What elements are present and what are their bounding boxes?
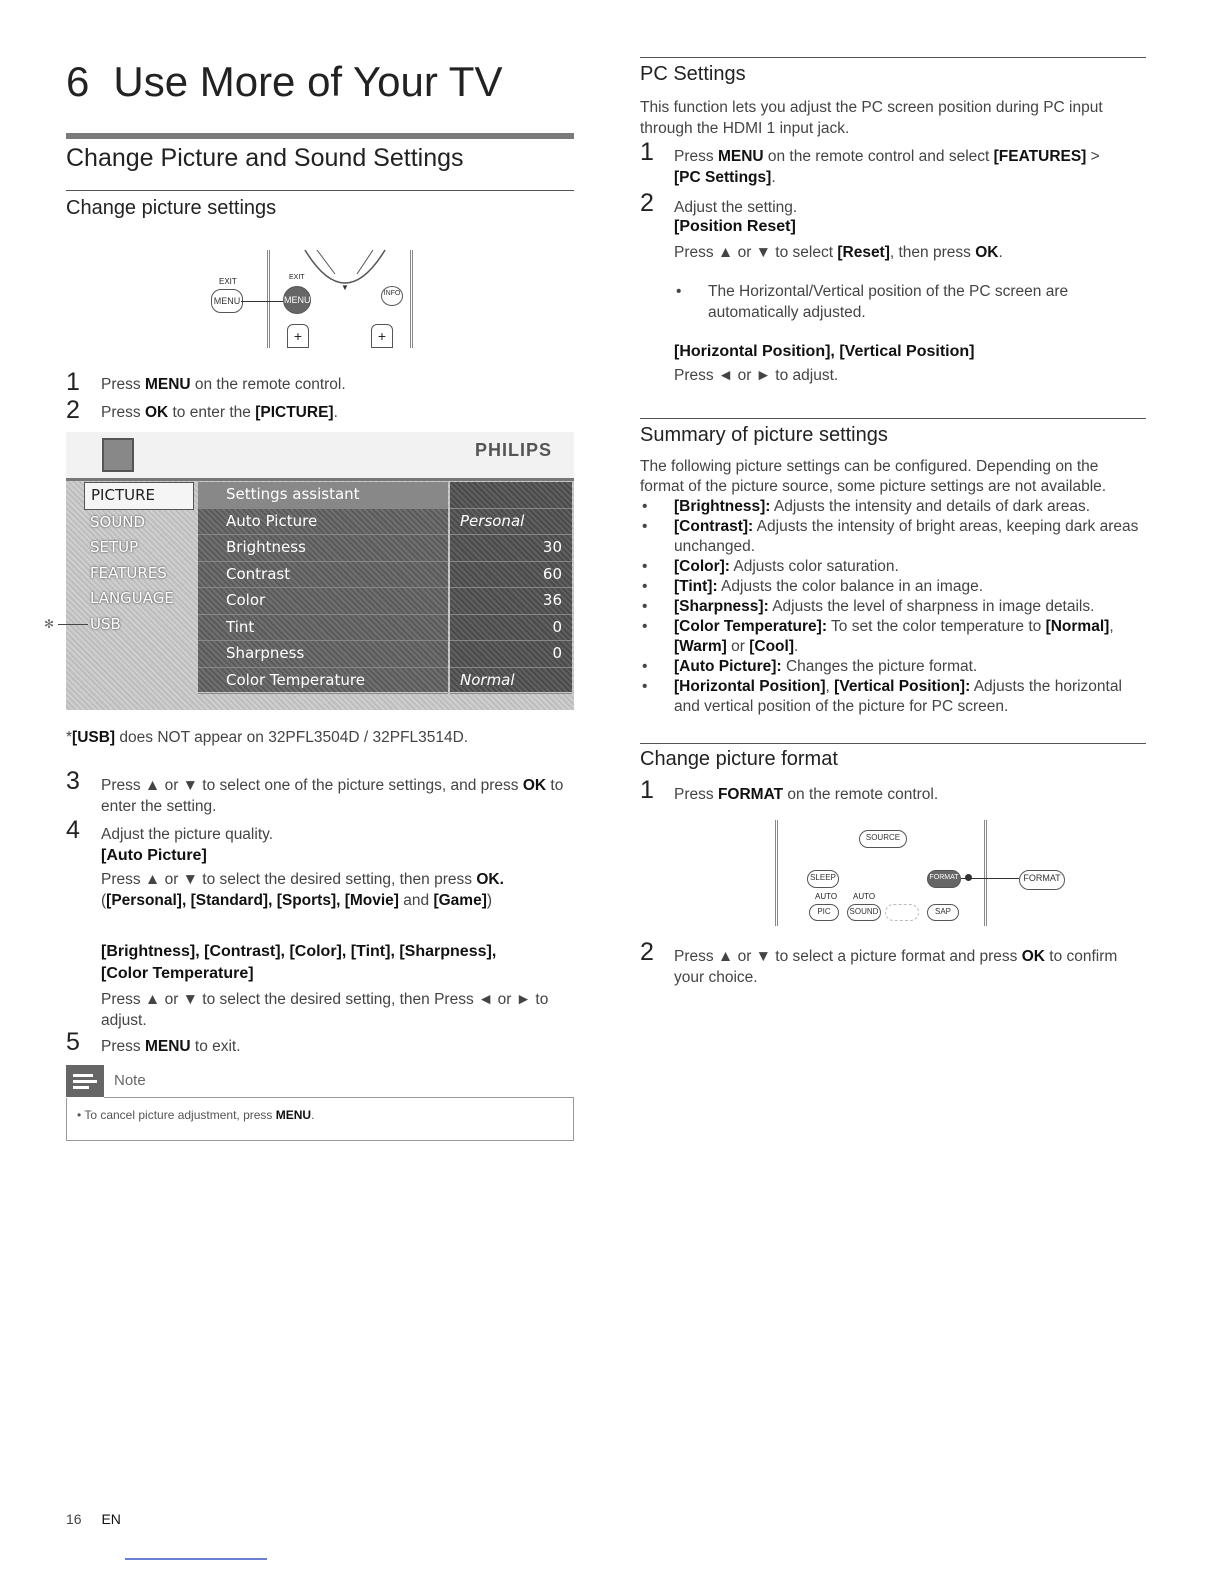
format-callout-dot [965, 874, 972, 881]
summary-desc: or [726, 638, 750, 655]
step-text: Press [674, 148, 718, 165]
usb-callout-line [58, 624, 88, 625]
summary-desc: Changes the picture format. [781, 658, 978, 675]
tv-menu-category: FEATURES [90, 563, 167, 582]
tv-menu-value: 36 [542, 591, 562, 609]
step-bold: [Personal], [Standard], [Sports], [Movie] [106, 892, 399, 909]
step-2 [66, 398, 574, 423]
step-text: Press [101, 376, 145, 393]
remote-illustration-menu [205, 246, 425, 352]
step-text: on the remote control. [190, 376, 346, 393]
footer-accent-rule [125, 1558, 267, 1560]
pc-rule [640, 57, 1146, 58]
tv-menu-middle-column [198, 482, 448, 692]
note-text: • To cancel picture adjustment, press MENU. [77, 1108, 315, 1122]
tv-menu-header [66, 432, 574, 481]
step-bold: MENU [144, 1038, 191, 1055]
step-text: Press ▲ or ▼ to select a picture format and press [674, 948, 1022, 965]
step-text: . [333, 404, 338, 421]
step-text: Press [101, 1038, 145, 1055]
tv-menu-value: 0 [552, 644, 562, 662]
step-number: 3 [66, 767, 80, 795]
heading-line: [Brightness], [Contrast], [Color], [Tint], [Sharpness], [101, 943, 497, 960]
tv-menu-value-column [450, 482, 572, 692]
tv-menu-value-row [450, 562, 572, 589]
step-text: , then press [889, 244, 976, 261]
tv-menu-category: USB [90, 614, 121, 633]
tv-menu-setting: Tint [198, 615, 448, 642]
summary-item: • [Horizontal Position], [Vertical Position]: Adjusts the horizontal and vertical position of the picture for PC screen. [642, 678, 1122, 715]
auto-picture-heading: [Auto Picture] [101, 847, 207, 864]
footnote-bold: [USB] [72, 729, 116, 746]
step-bold: OK [975, 244, 999, 261]
tv-menu-setting: Color [198, 588, 448, 615]
step-number: 2 [640, 938, 654, 966]
tv-menu-screenshot [66, 432, 574, 710]
usb-star: ✻ [44, 617, 55, 631]
tv-menu-value-row [450, 588, 572, 615]
footnote-text: does NOT appear on 32PFL3504D / 32PFL3514D. [115, 729, 469, 746]
position-reset-text [674, 242, 1146, 263]
step-bold: [Reset] [837, 244, 890, 261]
summary-term: [Tint]: [674, 578, 718, 595]
summary-item: • [Color Temperature]: To set the color temperature to [Normal], [Warm] or [Cool]. [642, 618, 1114, 655]
menu-button-callout: MENU [211, 289, 243, 313]
note-text-part: To cancel picture adjustment, press [84, 1108, 276, 1122]
note-bold: MENU [275, 1108, 312, 1122]
plus-button-1: + [287, 324, 309, 348]
step-bold: OK [144, 404, 169, 421]
tv-menu-value-row [450, 615, 572, 642]
format-button: FORMAT [927, 870, 961, 888]
summary-desc: Adjusts the intensity of bright areas, keeping dark areas unchanged. [674, 518, 1139, 555]
tv-menu-value: 0 [552, 617, 562, 636]
step-bold: [FEATURES] [993, 148, 1087, 165]
summary-term: [Contrast]: [674, 518, 754, 535]
tv-menu-setting: Sharpness [198, 641, 448, 668]
tv-menu-value-row [450, 482, 572, 509]
step-text: . [998, 244, 1003, 261]
menu-button-label: MENU [284, 295, 311, 305]
hv-position-heading: [Horizontal Position], [Vertical Position] [674, 343, 975, 360]
tv-menu-value: Normal [460, 670, 515, 689]
tv-menu-setting: Settings assistant [198, 482, 448, 509]
step-text: Press ▲ or ▼ to select one of the picture settings, and press [101, 777, 523, 794]
note-box [66, 1098, 574, 1141]
tv-menu-value: 30 [542, 538, 562, 556]
chapter-rule [66, 133, 574, 139]
auto-picture-text [101, 869, 574, 911]
chapter-number: 6 [66, 58, 90, 105]
summary-desc: , [825, 678, 835, 695]
plus-button-2: + [371, 324, 393, 348]
exit-label-2: EXIT [289, 274, 305, 281]
summary-desc: Adjusts color saturation. [729, 558, 899, 575]
page-number: 16 [66, 1511, 82, 1527]
step-bold: OK [522, 777, 547, 794]
summary-list [640, 497, 1146, 717]
tv-menu-value-row [450, 641, 572, 668]
step-text: Adjust the setting. [674, 199, 798, 216]
tv-menu-category: LANGUAGE [90, 589, 174, 607]
format-rule [640, 743, 1146, 744]
step-bold: MENU [717, 148, 764, 165]
step-bold: MENU [144, 376, 191, 393]
step-text: . [771, 169, 776, 186]
summary-desc: . [793, 638, 799, 655]
section-title: Change Picture and Sound Settings [66, 144, 464, 172]
sap-button: SAP [927, 904, 959, 921]
tv-menu-value: 60 [542, 564, 562, 583]
page-footer [66, 1511, 121, 1527]
menu-button [283, 286, 311, 314]
step-text: on the remote control and select [763, 148, 994, 165]
summary-term: [Color]: [674, 558, 730, 575]
summary-item: • [Auto Picture]: Changes the picture format. [642, 658, 978, 675]
summary-rule [640, 418, 1146, 419]
step-number: 1 [640, 138, 654, 166]
tv-menu-value-row [450, 535, 572, 562]
step-text: ) [486, 892, 493, 909]
svg-text:▼: ▼ [341, 283, 349, 292]
bullet-text: The Horizontal/Vertical position of the PC screen are automatically adjusted. [708, 283, 1069, 321]
step-number: 4 [66, 816, 80, 844]
summary-term: [Horizontal Position] [674, 678, 826, 695]
sleep-button: SLEEP [807, 870, 839, 888]
format-title: Change picture format [640, 748, 838, 770]
summary-desc: To set the color temperature to [827, 618, 1046, 635]
summary-intro: The following picture settings can be configured. Depending on the format of the picture source, some picture settings are not available. [640, 458, 1107, 495]
note-icon [66, 1065, 104, 1097]
note-title: Note [114, 1072, 146, 1089]
blank-button [885, 904, 919, 921]
summary-desc: Adjusts the level of sharpness in image details. [768, 598, 1095, 615]
tv-menu-setting: Color Temperature [198, 668, 448, 695]
step-4 [66, 816, 574, 1031]
pc-step-2 [640, 189, 1146, 386]
tv-menu-category: SOUND [90, 512, 146, 531]
hv-position-text: Press ◄ or ► to adjust. [674, 367, 839, 384]
brand-logo: PHILIPS [474, 440, 552, 460]
summary-item: • [Color]: Adjusts color saturation. [642, 558, 899, 575]
format-step-2 [640, 938, 1146, 988]
step-number: 2 [640, 189, 654, 217]
step-number: 5 [66, 1028, 80, 1056]
step-bold: [PC Settings] [674, 169, 772, 186]
summary-term: [Sharpness]: [674, 598, 769, 615]
tv-menu-left-column [84, 482, 194, 637]
note-text-part: . [311, 1108, 315, 1122]
step-bold: OK [1021, 948, 1045, 965]
step-text: Press ▲ or ▼ to select the desired setting, then press [101, 871, 477, 888]
step-text: Press ▲ or ▼ to select [674, 244, 838, 261]
heading-line: [Color Temperature] [101, 965, 254, 982]
summary-item: • [Tint]: Adjusts the color balance in an image. [642, 578, 983, 595]
step-3 [66, 767, 574, 817]
subsection-title: Change picture settings [66, 197, 277, 219]
tv-menu-setting: Contrast [198, 562, 448, 589]
step-text: ( [101, 892, 107, 909]
step-text: and [398, 892, 434, 909]
summary-term: [Normal] [1045, 618, 1110, 635]
format-button-callout: FORMAT [1019, 870, 1065, 890]
step-text: on the remote control. [783, 786, 939, 803]
remote-illustration-format [775, 820, 1075, 930]
summary-desc: Adjusts the horizontal and vertical position of the picture for PC screen. [674, 678, 1122, 715]
pc-step-1 [640, 138, 1146, 188]
pc-settings-title: PC Settings [640, 63, 746, 85]
step-bold: [Game] [433, 892, 487, 909]
usb-footnote [66, 727, 468, 748]
format-step-1 [640, 776, 1146, 805]
chapter-title [66, 58, 502, 106]
pc-bullet: • The Horizontal/Vertical position of the PC screen are automatically adjusted. [676, 283, 1069, 321]
step-text: to exit. [190, 1038, 241, 1055]
step-text: > [1086, 148, 1100, 165]
step-text: to enter the setting. [101, 777, 564, 815]
step-number: 2 [66, 396, 80, 424]
picture-settings-heading [101, 941, 574, 985]
section-rule [66, 190, 574, 191]
tv-menu-category: SETUP [90, 538, 139, 556]
step-text: Press [674, 786, 718, 803]
tv-menu-setting: Auto Picture [198, 509, 448, 536]
auto-label-2: AUTO [853, 892, 876, 901]
step-text: to confirm your choice. [674, 948, 1118, 986]
tv-menu-setting: Brightness [198, 535, 448, 562]
summary-term: [Cool] [749, 638, 794, 655]
step-number: 1 [640, 776, 654, 804]
sound-button: SOUND [847, 904, 881, 921]
tv-icon [102, 438, 134, 472]
summary-item: • [Contrast]: Adjusts the intensity of bright areas, keeping dark areas unchanged. [642, 518, 1139, 555]
pc-intro: This function lets you adjust the PC screen position during PC input through the HDMI 1 input jack. [640, 99, 1103, 137]
summary-term: [Auto Picture]: [674, 658, 782, 675]
step-1 [66, 370, 574, 395]
summary-desc: , [1109, 618, 1114, 635]
step-bold: [PICTURE] [255, 404, 334, 421]
step-text: to enter the [168, 404, 256, 421]
summary-term: [Warm] [674, 638, 727, 655]
step-number: 1 [66, 368, 80, 396]
summary-desc: Adjusts the intensity and details of dark areas. [770, 498, 1091, 515]
summary-desc: Adjusts the color balance in an image. [717, 578, 983, 595]
step-text: Press [101, 404, 145, 421]
tv-menu-value-row [450, 668, 572, 695]
summary-title: Summary of picture settings [640, 424, 888, 446]
summary-term: [Color Temperature]: [674, 618, 828, 635]
step-5 [66, 1028, 574, 1057]
page-lang: EN [101, 1511, 121, 1527]
summary-term: [Vertical Position]: [834, 678, 971, 695]
tv-menu-value: Personal [460, 511, 525, 530]
footnote-star: * [66, 729, 73, 746]
source-button: SOURCE [859, 830, 907, 848]
chapter-title-text: Use More of Your TV [113, 58, 503, 105]
step-text: Adjust the picture quality. [101, 826, 274, 843]
summary-item: • [Brightness]: Adjusts the intensity and details of dark areas. [642, 498, 1091, 515]
step-bold: FORMAT [717, 786, 784, 803]
tv-menu-value-row [450, 509, 572, 536]
auto-label-1: AUTO [815, 892, 838, 901]
exit-label: EXIT [219, 277, 237, 286]
tv-menu-category: PICTURE [84, 482, 194, 510]
pic-button: PIC [809, 904, 839, 921]
picture-settings-text: Press ▲ or ▼ to select the desired setting, then Press ◄ or ► to adjust. [101, 991, 549, 1029]
position-reset-heading: [Position Reset] [674, 218, 796, 235]
step-bold: OK. [476, 871, 504, 888]
summary-term: [Brightness]: [674, 498, 771, 515]
info-button: INFO [381, 286, 403, 306]
summary-item: • [Sharpness]: Adjusts the level of sharpness in image details. [642, 598, 1095, 615]
